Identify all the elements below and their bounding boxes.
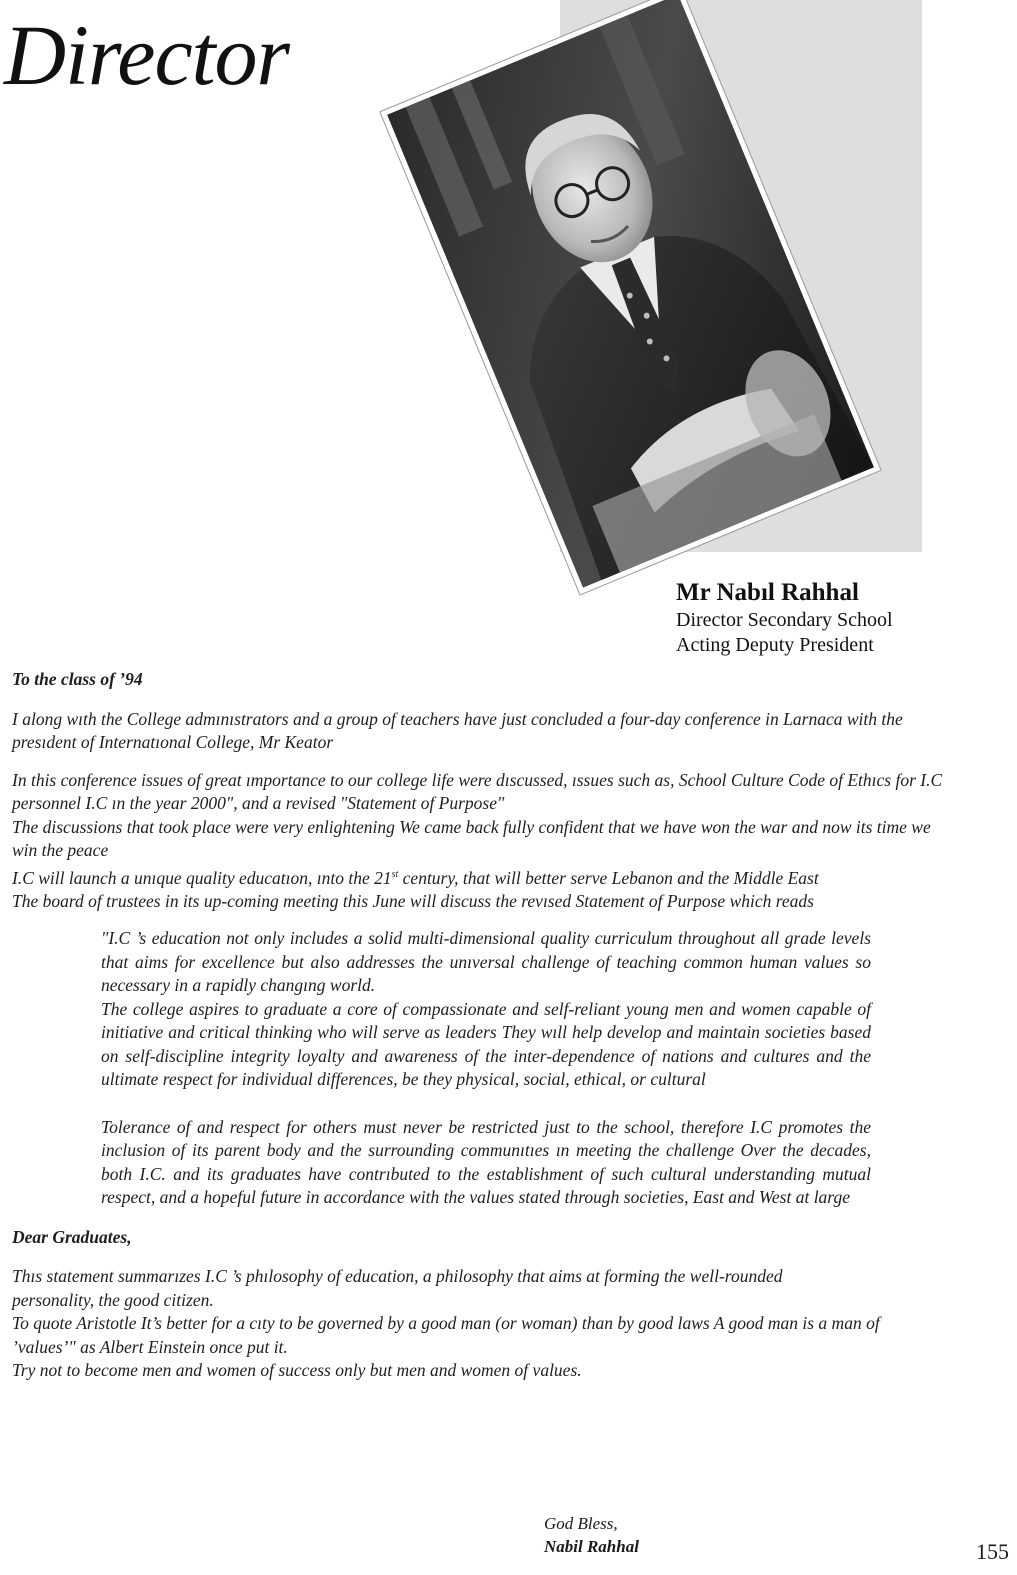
launch-superscript: st [391,868,399,880]
director-role: Director Secondary School [676,609,893,631]
signature: Nabil Rahhal [544,1537,639,1556]
letter-salutation: To the class of ’94 [12,669,143,689]
launch-text: I.C will launch a unıque quality educatıon, ınto the 21 [12,867,392,888]
closing-text: God Bless, [544,1514,618,1533]
letter-closing [544,1512,639,1558]
launch-text-continued: century, that will better serve Lebanon and the Middle East [398,867,819,888]
letter-final-paragraph: Try not to become men and women of success only but men and women of values. [12,1360,582,1381]
page-title: Director [4,7,289,103]
quote-paragraph: The college aspires to graduate a core of compassionate and self-reliant young men and women capable of initiative and critical thinking who will serve as leaders They wıll help develop and maintain societies based on self-discipline integrity loyalty and awareness of the inter-dependence of nations and cultures and the ultimate respect for individual differences, be they physical, social, ethical, or cultural [101,998,871,1090]
director-role-secondary: Acting Deputy President [676,634,874,656]
dear-graduates-heading: Dear Graduates, [12,1226,132,1247]
director-name: Mr Nabıl Rahhal [676,579,859,606]
letter-intro-paragraph: I along wıth the College admınıstrators and a group of teachers have just concluded a four-day conference in Larnaca with the presıdent of Internatıonal College, Mr Keator [12,708,903,752]
quote-paragraph: "I.C ’s education not only includes a solid multi-dimensional quality curriculum throughout all grade levels that aims for excellence but also addresses the unıversal challenge of teaching common human values so necessary in a rapidly changıng world. [101,928,871,996]
director-letter [12,668,957,1383]
page-number: 155 [976,1539,1009,1564]
letter-aristotle-paragraph: To quote Aristotle It’s better for a cıty to be governed by a good man (or woman) than by good laws A good man is a man of ’values’" as Albert Einstein once put it. [12,1313,880,1357]
letter-conference-paragraph: In this conference issues of great ımportance to our college life were dıscussed, ıssues such as, School Culture Code of Ethıcs for I.C personnel I.C ın the year 2000", and a revised "Statement of Purpose" [12,769,943,813]
statement-of-purpose-quote [101,927,871,1210]
letter-summary-paragraph: Thıs statement summarızes I.C ’s phılosophy of education, a philosophy that aims at forming the well-rounded personality, the good citizen. [12,1266,783,1310]
letter-discussions-paragraph: The discussions that took place were very enlightening We came back fully confident that we have won the war and now its time we win the peace [12,816,931,860]
letter-launch-paragraph [12,863,957,890]
photo-caption [676,578,893,658]
letter-board-paragraph: The board of trustees in its up-coming meeting this June will discuss the revısed Statement of Purpose which reads [12,890,814,911]
quote-paragraph: Tolerance of and respect for others must never be restricted just to the school, therefore I.C promotes the inclusion of its parent body and the surrounding communıtıes ın meeting the challenge Over the decades, both I.C. and its graduates have contrıbuted to the establishment of such cultural understanding mutual respect, and a hopeful future in accordance with the values stated through societies, East and West at large [101,1116,871,1208]
